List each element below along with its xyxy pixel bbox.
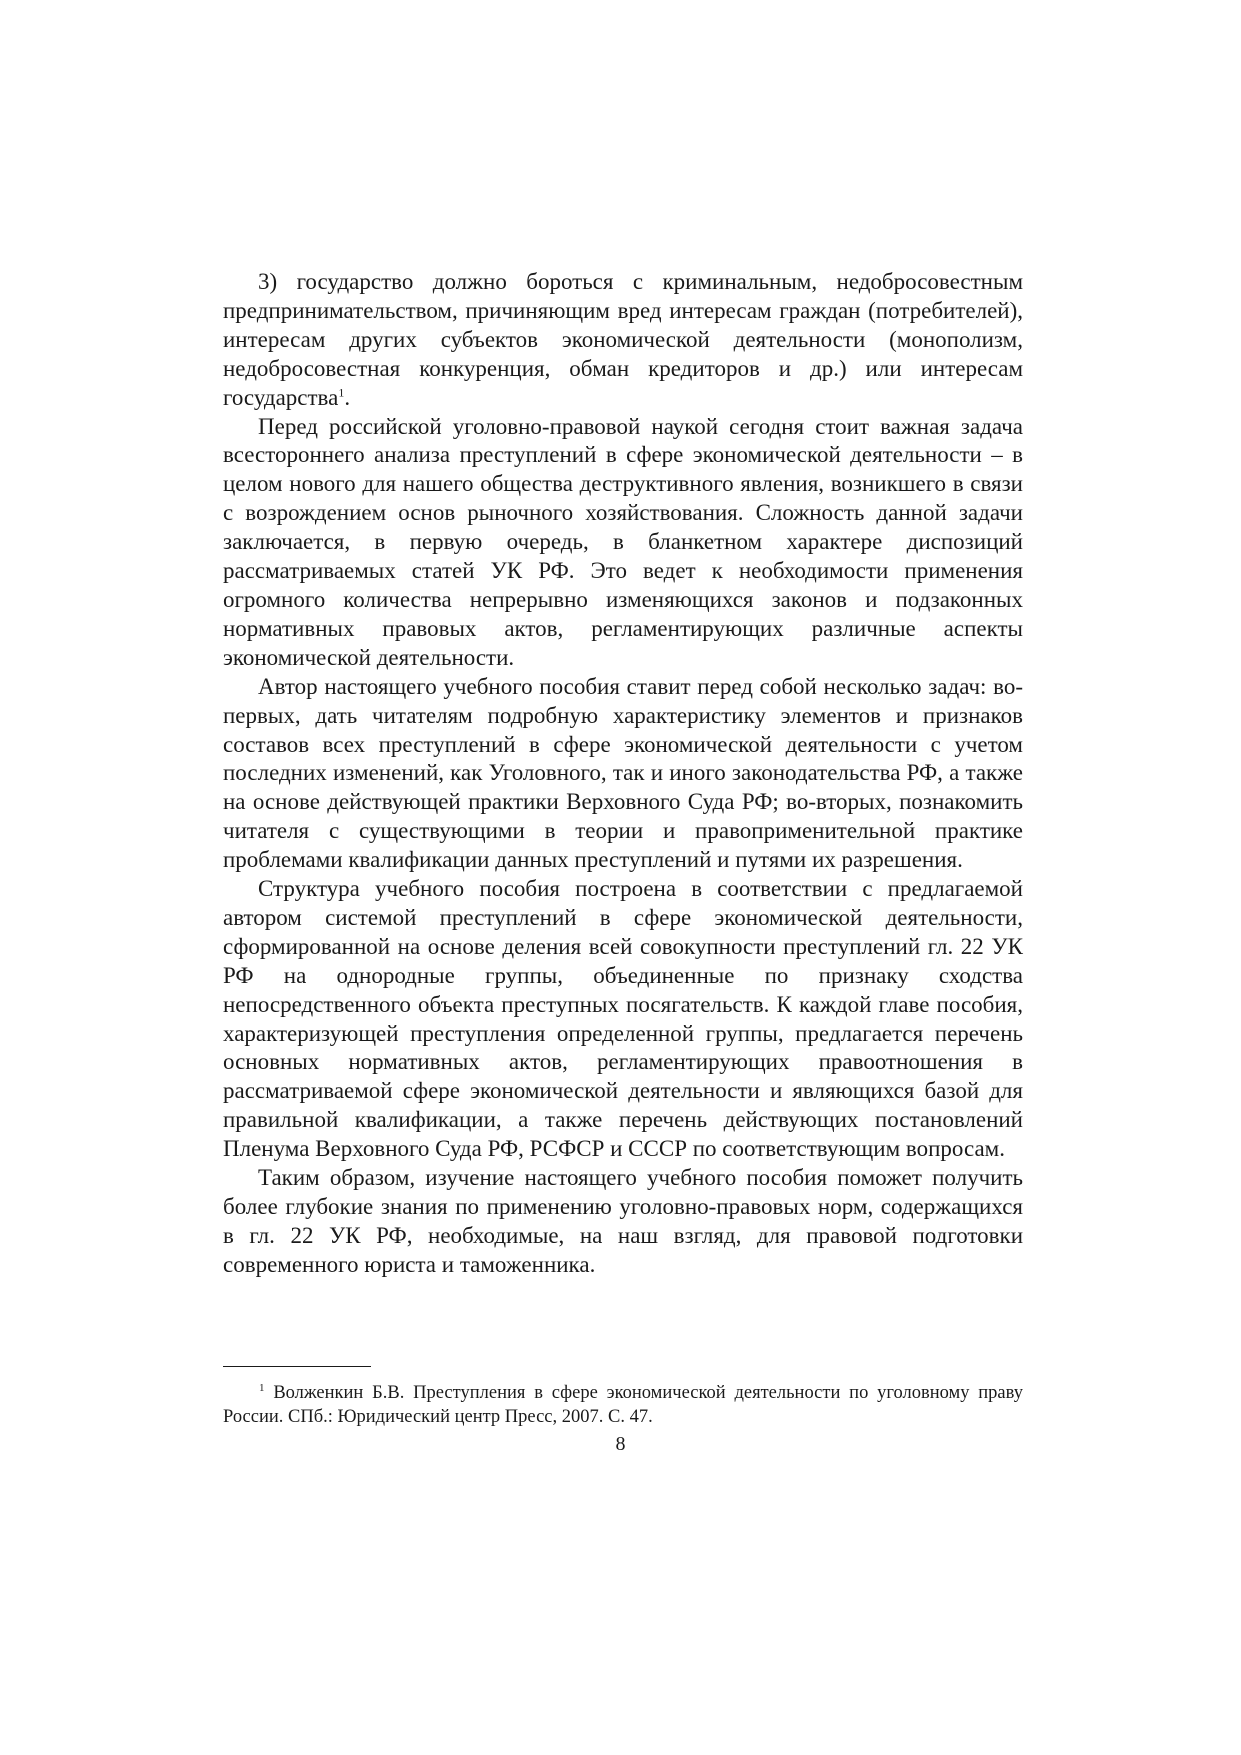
body-text [223,268,1023,1280]
paragraph-2: Перед российской уголовно-правовой наукой сегодня стоит важная задача всестороннего анализа преступлений в сфере экономической деятельности – в целом нового для нашего общества деструктивного явления, возникшего в связи с возрождением основ рыночного хозяйствования. Сложность данной задачи заключается, в первую очередь, в бланкетном характере диспозиций рассматриваемых статей УК РФ. Это ведет к необходимости применения огромного количества непрерывно изменяющихся законов и подзаконных нормативных правовых актов, регламентирующих различные аспекты экономической деятельности. [223,413,1023,670]
footnote-text: Волженкин Б.В. Преступления в сфере экономической деятельности по уголовному праву России. СПб.: Юридический центр Пресс, 2007. С. 47. [223,1383,1023,1427]
page-number: 8 [615,1433,626,1455]
paragraph-4: Структура учебного пособия построена в соответствии с предлагаемой автором системой преступлений в сфере экономической деятельности, сформированной на основе деления всей совокупности преступлений гл. 22 УК РФ на однородные группы, объединенные по признаку сходства непосредственного объекта преступных посягательств. К каждой главе пособия, характеризующей преступления определенной группы, предлагается перечень основных нормативных актов, регламентирующих правоотношения в рассматриваемой сфере экономической деятельности и являющихся базой для правильной квалификации, а также перечень действующих постановлений Пленума Верховного Суда РФ, РСФСР и СССР по соответствующим вопросам. [223,876,1023,1162]
footnote-marker: 1 [259,1381,265,1394]
paragraph-1 [223,268,1023,413]
paragraph-1-tail: . [344,384,351,410]
paragraph-5: Таким образом, изучение настоящего учебного пособия поможет получить более глубокие знания по применению уголовно-правовых норм, содержащихся в гл. 22 УК РФ, необходимые, на наш взгляд, для правовой подготовки современного юриста и таможенника. [223,1165,1023,1277]
paragraph-3: Автор настоящего учебного пособия ставит перед собой несколько задач: во-первых, дать читателям подробную характеристику элементов и признаков составов всех преступлений в сфере экономической деятельности с учетом последних изменений, как Уголовного, так и иного законодательства РФ, а также на основе действующей практики Верховного Суда РФ; во-вторых, познакомить читателя с существующими в теории и правоприменительной практике проблемами квалификации данных преступлений и путями их разрешения. [223,673,1023,873]
footnote-separator [223,1366,371,1367]
footnote [223,1382,1023,1429]
footnote-reference: 1 [338,384,345,399]
paragraph-1-text: 3) государство должно бороться с криминальным, недобросовестным предпринимательством, причиняющим вред интересам граждан (потребителей), интересам других субъектов экономической деятельности (монополизм, недобросовестная конкуренция, обман кредиторов и др.) или интересам государства [223,269,1023,410]
